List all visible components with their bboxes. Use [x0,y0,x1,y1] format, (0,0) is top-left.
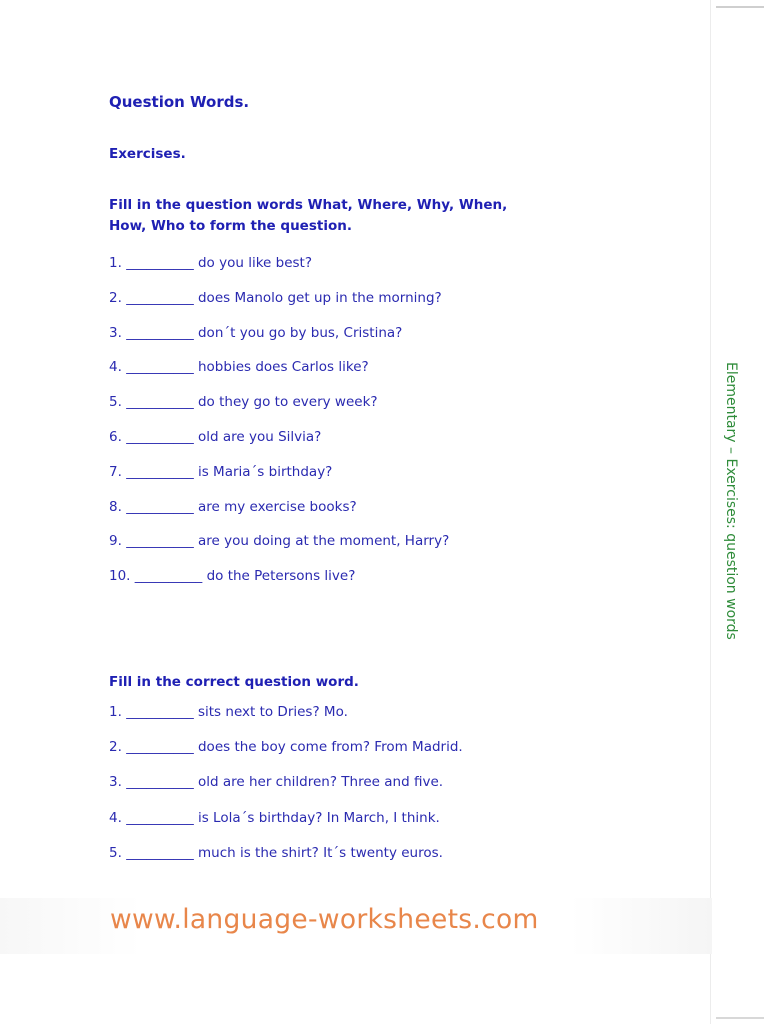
question-item [109,359,449,394]
question-text: does Manolo get up in the morning? [197,289,442,306]
question-number: 7. [109,463,122,480]
question-number: 6. [109,428,122,445]
question-text: old are you Silvia? [197,428,322,445]
right-margin-rule [710,0,711,1024]
answer-blank: __________ [126,359,194,376]
question-number: 3. [109,324,122,341]
question-number: 8. [109,498,122,515]
answer-blank: __________ [134,568,203,585]
worksheet-title: Question Words. [109,93,250,111]
question-text: are you doing at the moment, Harry? [197,533,450,550]
question-number: 10. [109,568,131,585]
answer-blank: __________ [126,844,194,861]
section2-question-list [109,704,463,880]
question-text: sits next to Dries? Mo. [197,704,348,720]
answer-blank: __________ [126,739,194,756]
question-text: much is the shirt? It´s twenty euros. [197,844,443,861]
side-label-text: Elementary – Exercises: question words [723,362,739,640]
question-number: 2. [109,289,122,306]
question-item [109,290,449,325]
question-item [109,429,449,464]
section1-instructions-line2: How, Who to form the question. [109,218,352,234]
question-number: 3. [109,774,122,791]
question-text: is Maria´s birthday? [197,463,333,480]
question-item [109,774,463,809]
footer-url: www.language-worksheets.com [110,904,539,935]
question-text: do you like best? [197,255,313,271]
answer-blank: __________ [126,428,194,445]
question-text: don´t you go by bus, Cristina? [197,324,403,341]
question-number: 5. [109,394,122,411]
question-item [109,394,449,429]
answer-blank: __________ [126,324,194,341]
question-number: 1. [109,704,122,720]
answer-blank: __________ [126,498,194,515]
answer-blank: __________ [126,463,194,480]
question-item [109,499,449,534]
question-number: 9. [109,533,122,550]
answer-blank: __________ [126,255,194,271]
question-text: are my exercise books? [197,498,357,515]
question-number: 4. [109,359,122,376]
answer-blank: __________ [126,394,194,411]
worksheet-subtitle: Exercises. [109,146,186,162]
question-item [109,739,463,774]
question-text: do the Petersons live? [206,568,356,585]
section1-question-list [109,255,449,603]
question-number: 1. [109,255,122,271]
question-text: is Lola´s birthday? In March, I think. [197,809,440,826]
question-item [109,325,449,360]
question-item [109,568,449,603]
question-item [109,533,449,568]
question-text: do they go to every week? [197,394,378,411]
question-text: old are her children? Three and five. [197,774,444,791]
bottom-corner-mark [716,1017,764,1019]
section1-instructions-line1: Fill in the question words What, Where, Why, When, [109,197,508,213]
question-item [109,810,463,845]
section2-instructions: Fill in the correct question word. [109,674,359,690]
question-item [109,704,463,739]
answer-blank: __________ [126,809,194,826]
answer-blank: __________ [126,704,194,720]
answer-blank: __________ [126,533,194,550]
question-item [109,845,463,880]
question-number: 5. [109,844,122,861]
question-text: does the boy come from? From Madrid. [197,739,463,756]
question-item [109,464,449,499]
section1-instructions [109,195,579,237]
question-number: 4. [109,809,122,826]
top-corner-mark [716,6,764,8]
answer-blank: __________ [126,289,194,306]
answer-blank: __________ [126,774,194,791]
question-number: 2. [109,739,122,756]
question-item [109,255,449,290]
question-text: hobbies does Carlos like? [197,359,369,376]
